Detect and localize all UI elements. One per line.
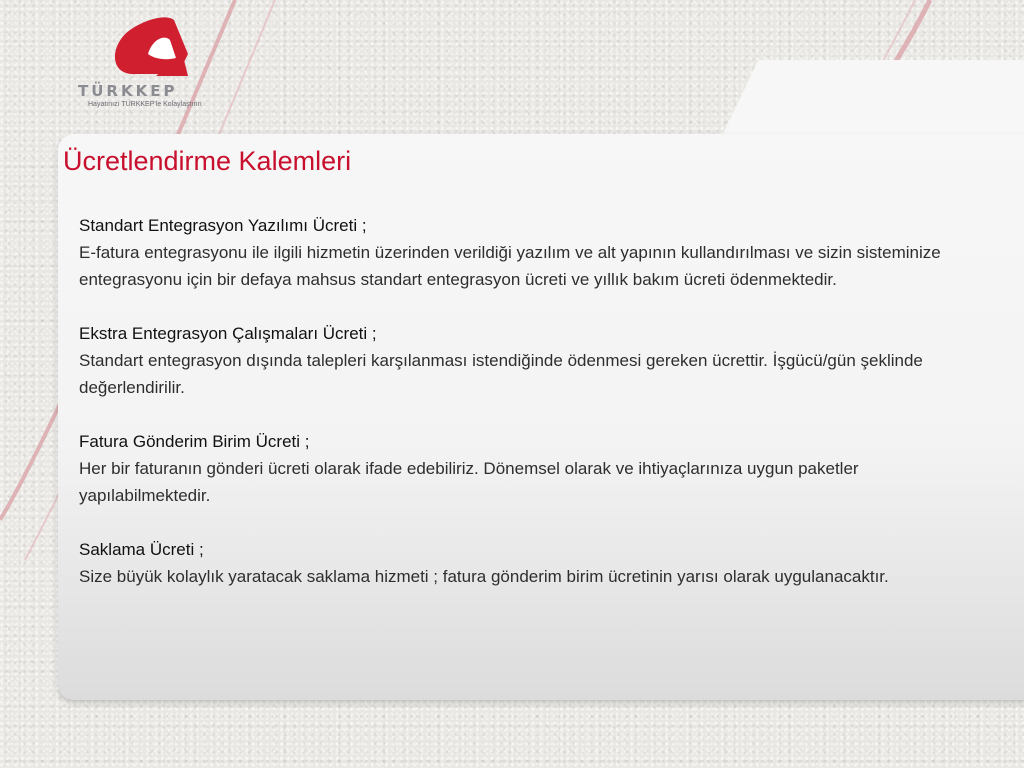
section-heading: Saklama Ücreti ; [79, 540, 204, 559]
company-logo [78, 14, 258, 114]
section-body: Standart entegrasyon dışında talepleri karşılanması istendiğinde ödenmesi gereken ücrettir. İşgücü/gün şeklinde değerlendirilir. [79, 351, 923, 397]
section-body: Size büyük kolaylık yaratacak saklama hizmeti ; fatura gönderim birim ücretinin yarısı olarak uygulanacaktır. [79, 567, 889, 586]
section-body: E-fatura entegrasyonu ile ilgili hizmetin üzerinden verildiği yazılım ve alt yapının kullandırılması ve sizin sisteminize entegrasyonu için bir defaya mahsus standart entegrasyon ücreti ve yıllık bakım ücreti ödenmektedir. [79, 243, 941, 289]
logo-wordmark: TÜRKKEP [78, 82, 178, 100]
turkkep-logo-icon [78, 14, 258, 84]
content-body [79, 212, 959, 617]
section-fatura-gonderim [79, 428, 959, 509]
panel-tab [720, 60, 1024, 140]
section-body: Her bir faturanın gönderi ücreti olarak ifade edebiliriz. Dönemsel olarak ve ihtiyaçlarınıza uygun paketler yapılabilmektedir. [79, 459, 859, 505]
section-heading: Standart Entegrasyon Yazılımı Ücreti ; [79, 216, 367, 235]
section-ekstra-entegrasyon [79, 320, 959, 401]
section-saklama [79, 536, 959, 590]
page-title: Ücretlendirme Kalemleri [63, 146, 352, 176]
logo-tagline: Hayatınızı TÜRKKEP'le Kolaylaştırın [88, 101, 202, 108]
section-standart-entegrasyon [79, 212, 959, 293]
section-heading: Fatura Gönderim Birim Ücreti ; [79, 432, 310, 451]
section-heading: Ekstra Entegrasyon Çalışmaları Ücreti ; [79, 324, 377, 343]
